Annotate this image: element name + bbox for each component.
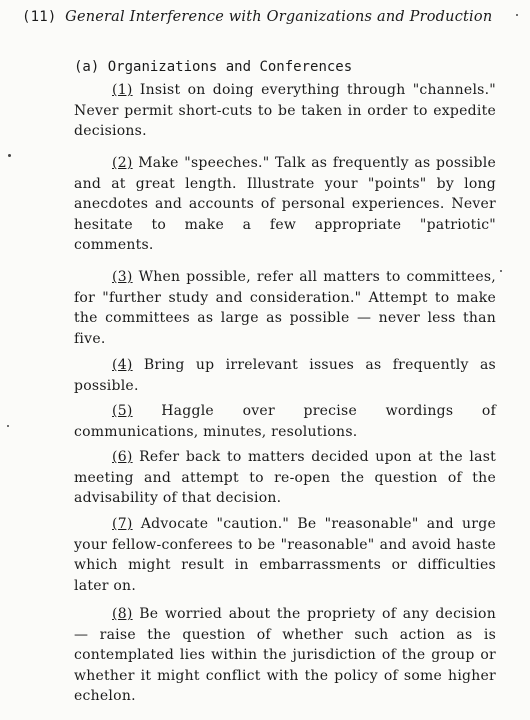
- item-number: (4): [112, 357, 133, 373]
- list-item: [74, 153, 496, 256]
- item-text: Insist on doing everything through "channels." Never permit short-cuts to be taken in order to expedite decisions.: [74, 82, 496, 139]
- list-item: [74, 604, 496, 707]
- item-text: Bring up irrelevant issues as frequently as possible.: [74, 357, 496, 394]
- item-number: (6): [112, 449, 133, 465]
- item-text: When possible, refer all matters to committees, for "further study and consideration." Attempt to make the committees as large as possible — never less than five.: [74, 269, 496, 347]
- item-text: Make "speeches." Talk as frequently as possible and at great length. Illustrate your "points" by long anecdotes and accounts of personal experiences. Never hesitate to make a few appropriate "patriotic" comments.: [74, 155, 497, 253]
- list-item: [74, 267, 496, 349]
- list-item: [74, 514, 496, 596]
- section-title: General Interference with Organizations and Production: [65, 9, 493, 25]
- section-number: (11): [22, 9, 57, 25]
- section-heading: [6, 7, 511, 27]
- list-item: [74, 80, 496, 142]
- subsection-label: (a): [74, 59, 100, 75]
- list-item: [74, 355, 496, 396]
- subsection-title: Organizations and Conferences: [107, 59, 353, 75]
- item-number: (5): [112, 403, 133, 419]
- scan-speck: [7, 425, 9, 427]
- item-number: (8): [112, 606, 133, 622]
- item-text: Be worried about the propriety of any decision — raise the question of whether such action as is contemplated lies within the jurisdiction of the group or whether it might conflict with the policy of some higher echelon.: [74, 606, 496, 704]
- item-number: (3): [112, 269, 133, 285]
- list-item: [74, 447, 496, 509]
- scan-speck: [8, 154, 11, 157]
- item-text: Refer back to matters decided upon at the last meeting and attempt to re-open the question of the advisability of that decision.: [74, 449, 496, 506]
- scan-speck: [500, 270, 502, 272]
- item-text: Haggle over precise wordings of communications, minutes, resolutions.: [74, 403, 497, 440]
- list-item: [74, 401, 496, 442]
- item-number: (1): [112, 82, 133, 98]
- subsection-heading: [74, 57, 352, 77]
- item-number: (7): [112, 516, 133, 532]
- item-text: Advocate "caution." Be "reasonable" and urge your fellow-conferees to be "reasonable" and avoid haste which might result in embarrassments or difficulties later on.: [74, 516, 496, 594]
- item-number: (2): [112, 155, 133, 171]
- scan-speck: [516, 14, 518, 16]
